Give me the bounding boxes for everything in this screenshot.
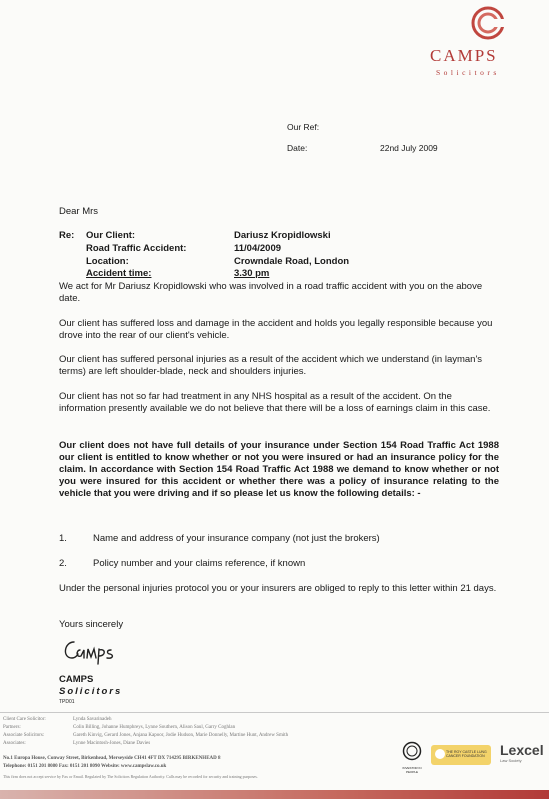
- date-label: Date:: [287, 143, 308, 153]
- list-item-1: Name and address of your insurance company (not just the brokers): [93, 533, 380, 544]
- footer-color-bar: [0, 790, 549, 799]
- footer-divider: [0, 712, 549, 713]
- date-value: 22nd July 2009: [380, 143, 438, 153]
- roy-castle-badge: THE ROY CASTLE LUNG CANCER FOUNDATION: [431, 745, 491, 765]
- re-client-value: Dariusz Kropidlowski: [234, 230, 331, 241]
- paragraph-insurance-demand: Our client does not have full details of your insurance under Section 154 Road Traffic Act 1988 our client is entitled to know whether or not you were insured or had an insurance policy for the claim. In accordance with Section 154 Road Traffic Act 1988 we demand to know whether or not you were insured for this accident or whether there was a policy of insurance relating to the vehicle that you were driving and if so please let us know the following details: -: [59, 440, 499, 499]
- camps-logo-icon: [471, 6, 505, 40]
- footer-address: No.1 Europa House, Conway Street, Birkenhead, Merseyside CH41 4FT DX 714295 BIRKENHEAD 8: [3, 756, 221, 761]
- re-label: Re:: [59, 230, 75, 241]
- footer-row: Client Care Solicitor: Lynda Savarinadeh: [3, 717, 112, 722]
- investors-in-people-badge: INVESTOR IN PEOPLE: [398, 741, 426, 767]
- re-accident-value: 11/04/2009: [234, 243, 282, 254]
- footer-row: Partners: Colin Billing, Johanne Humphreys, Lynne Southern, Alison Saul, Garry Coghlan: [3, 725, 236, 730]
- re-accident-label: Road Traffic Accident:: [86, 243, 187, 254]
- signature-image: [60, 636, 130, 666]
- re-location-value: Crowndale Road, London: [234, 256, 350, 267]
- re-client-label: Our Client:: [86, 230, 136, 241]
- footer-contact: Telephone: 0151 201 8080 Fax: 0151 201 8090 Website: www.campslaw.co.uk: [3, 764, 167, 769]
- signer-code: TPD01: [59, 699, 75, 705]
- paragraph-treatment: Our client has not so far had treatment in any NHS hospital as a result of the accident. On the information presently available we do not believe that there will be a loss of earnings claim in this case.: [59, 391, 491, 414]
- iip-icon: [398, 741, 426, 761]
- list-item-2: Policy number and your claims reference, if known: [93, 558, 306, 569]
- re-location-label: Location:: [86, 256, 129, 267]
- signer-subtitle: Solicitors: [59, 686, 123, 697]
- paragraph-protocol: Under the personal injuries protocol you or your insurers are obliged to reply to this letter within 21 days.: [59, 583, 497, 594]
- paragraph-intro: We act for Mr Dariusz Kropidlowski who was involved in a road traffic accident with you on the above date.: [59, 281, 483, 304]
- salutation: Dear Mrs: [59, 206, 99, 217]
- signoff: Yours sincerely: [59, 619, 124, 630]
- list-number-1: 1.: [59, 533, 67, 544]
- paragraph-loss: Our client has suffered loss and damage in the accident and holds you legally responsible because you drove into the rear of our client's vehicle.: [59, 318, 493, 341]
- signer-name: CAMPS: [59, 674, 94, 685]
- footer-small-print: This firm does not accept service by Fax or Email. Regulated by The Solicitors Regulation Authority. Calls may be recorded for security and training purposes.: [3, 774, 258, 779]
- logo-name: CAMPS: [430, 46, 498, 65]
- re-time-label: Accident time:: [86, 268, 152, 279]
- logo-subtitle: Solicitors: [436, 68, 500, 77]
- our-ref-label: Our Ref:: [287, 122, 320, 132]
- lexcel-badge: Lexcel Law Society: [500, 742, 544, 763]
- roy-castle-icon: [435, 749, 445, 759]
- footer-staff: [3, 716, 403, 748]
- list-number-2: 2.: [59, 558, 67, 569]
- footer-row: Associates: Lynne Macintosh-Jones, Diane Davies: [3, 741, 151, 746]
- re-time-value: 3.30 pm: [234, 268, 270, 279]
- paragraph-injuries: Our client has suffered personal injuries as a result of the accident which we understand (in layman's terms) are left shoulder-blade, neck and shoulders injuries.: [59, 354, 483, 377]
- footer-row: Associate Solicitors: Gareth Kinvig, Gerard Jones, Anjana Kapoor, Jodie Hudson, Marie Donnelly, Martine Hunt, Andrew Smith: [3, 733, 289, 738]
